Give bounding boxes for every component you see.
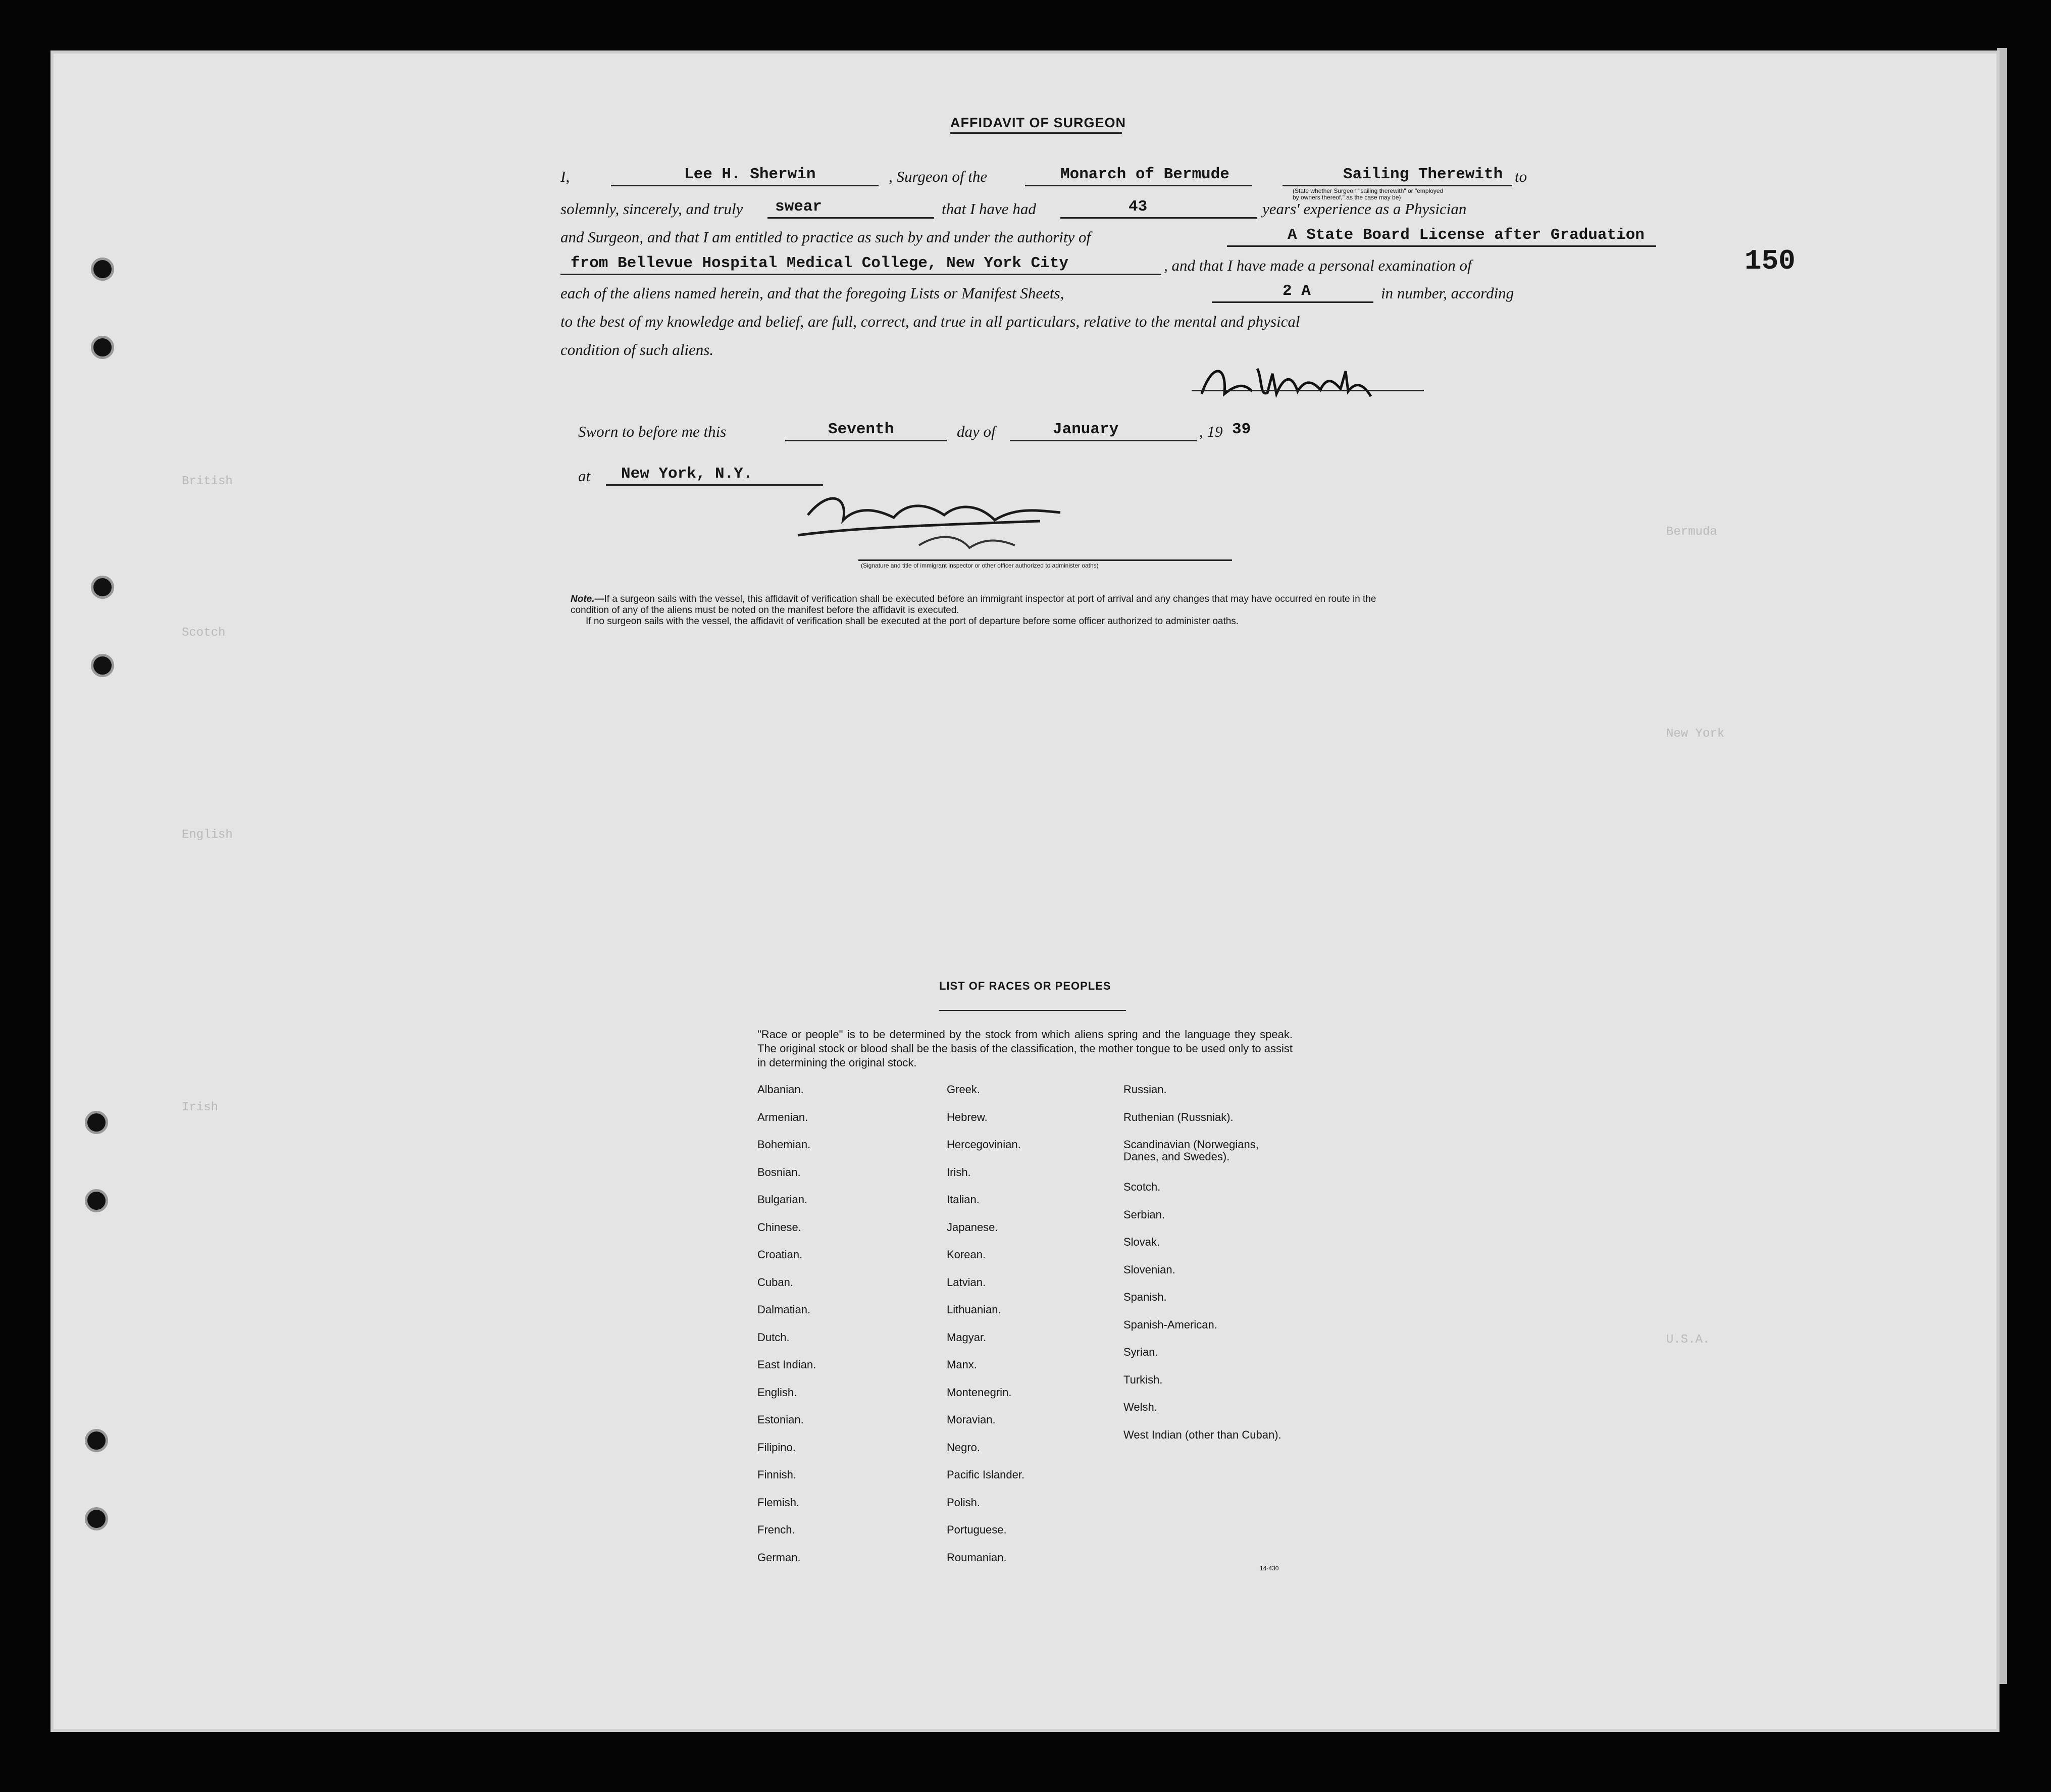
race-item: Dalmatian. <box>757 1303 811 1316</box>
race-item: East Indian. <box>757 1358 816 1371</box>
binder-hole <box>85 1111 108 1134</box>
underline <box>785 440 947 441</box>
affidavit-text: , and that I have made a personal examination of <box>1164 257 1472 274</box>
race-item: Armenian. <box>757 1110 808 1123</box>
binder-hole <box>85 1507 108 1530</box>
race-item: Pacific Islander. <box>947 1468 1025 1481</box>
sworn-text: Sworn to before me this <box>578 423 727 440</box>
bleed-through-text: Scotch <box>182 626 226 640</box>
binder-hole <box>91 576 114 599</box>
underline <box>1227 245 1656 247</box>
race-item: Turkish. <box>1123 1373 1163 1386</box>
race-item: Spanish. <box>1123 1291 1167 1303</box>
surgeon-signature <box>1197 353 1378 409</box>
affidavit-text: years' experience as a Physician <box>1262 200 1467 218</box>
race-item: Bohemian. <box>757 1138 811 1151</box>
binder-hole <box>85 1429 108 1452</box>
affidavit-text: each of the aliens named herein, and that the foregoing Lists or Manifest Sheets, <box>560 284 1064 302</box>
race-item: Montenegrin. <box>947 1386 1012 1399</box>
race-item: Bulgarian. <box>757 1193 808 1206</box>
race-item: Slovenian. <box>1123 1263 1175 1276</box>
binder-hole <box>91 258 114 281</box>
race-item: Magyar. <box>947 1330 987 1344</box>
bleed-through-text: New York <box>1666 727 1725 741</box>
surgeon-status: Sailing Therewith <box>1343 166 1503 183</box>
affidavit-text: to the best of my knowledge and belief, are full, correct, and true in all particulars, relative to the mental and physical <box>560 313 1300 330</box>
years-experience: 43 <box>1129 198 1148 216</box>
races-title: LIST OF RACES OR PEOPLES <box>939 980 1111 992</box>
sworn-year: 39 <box>1232 421 1251 438</box>
race-item: Japanese. <box>947 1220 998 1234</box>
affidavit-text: that I have had <box>942 200 1036 218</box>
race-item: Scotch. <box>1123 1181 1161 1193</box>
race-item: Hebrew. <box>947 1110 988 1123</box>
race-item: Portuguese. <box>947 1523 1007 1536</box>
sworn-text: , 19 <box>1199 423 1223 440</box>
race-item: Greek. <box>947 1083 981 1096</box>
page-number: 150 <box>1745 245 1796 277</box>
race-item: Dutch. <box>757 1330 790 1344</box>
race-item: Manx. <box>947 1358 977 1371</box>
race-item: Moravian. <box>947 1413 996 1426</box>
race-item: Roumanian. <box>947 1551 1007 1564</box>
inspector-signature-line <box>858 559 1232 561</box>
bleed-through-text: British <box>182 475 233 488</box>
race-item: Serbian. <box>1123 1208 1165 1221</box>
race-item: West Indian (other than Cuban). <box>1123 1428 1281 1441</box>
affidavit-text: I, <box>560 168 570 185</box>
race-item: German. <box>757 1551 801 1564</box>
surgeon-name: Lee H. Sherwin <box>684 166 816 183</box>
race-item: Ruthenian (Russniak). <box>1123 1110 1234 1123</box>
race-item: Chinese. <box>757 1220 801 1234</box>
inspector-signature <box>778 485 1141 560</box>
underline <box>767 217 934 219</box>
sworn-place: New York, N.Y. <box>621 465 753 483</box>
manifest-page <box>50 50 1999 1732</box>
underline <box>611 185 879 186</box>
affidavit-note <box>571 594 1409 616</box>
race-item: Lithuanian. <box>947 1303 1001 1316</box>
underline <box>1010 440 1197 441</box>
underline <box>560 274 1161 275</box>
bleed-through-text: Bermuda <box>1666 525 1717 539</box>
bleed-through-text: U.S.A. <box>1666 1333 1710 1347</box>
race-item: Spanish-American. <box>1123 1318 1217 1331</box>
race-item: Slovak. <box>1123 1236 1160 1248</box>
form-number: 14-430 <box>1260 1565 1279 1572</box>
race-item: French. <box>757 1523 795 1536</box>
affidavit-title: AFFIDAVIT OF SURGEON <box>950 115 1126 130</box>
note-text-1: If a surgeon sails with the vessel, this affidavit of verification shall be executed before an immigrant inspector at port of arrival and any changes that may have occurred en route in the condition of any of the aliens must be noted on the manifest before the affidavit is executed. <box>571 594 1376 616</box>
underline <box>1212 301 1373 303</box>
manifest-sheet-count: 2 A <box>1283 282 1311 300</box>
race-item: Negro. <box>947 1441 981 1454</box>
signature-line <box>1192 390 1424 391</box>
race-item: Croatian. <box>757 1248 803 1261</box>
title-underline <box>939 1010 1126 1011</box>
signature-caption: (Signature and title of immigrant inspector or other officer authorized to administer oaths) <box>861 562 1099 569</box>
underline <box>1060 217 1257 219</box>
race-item: Filipino. <box>757 1441 796 1454</box>
race-item: Albanian. <box>757 1083 804 1096</box>
affidavit-text: to <box>1515 168 1527 185</box>
underline <box>1283 185 1512 186</box>
binder-hole <box>91 336 114 359</box>
race-item: Estonian. <box>757 1413 804 1426</box>
race-item: Cuban. <box>757 1275 793 1289</box>
vessel-name: Monarch of Bermude <box>1060 166 1229 183</box>
note-text-2: If no surgeon sails with the vessel, the affidavit of verification shall be executed at the port of departure before some officer authorized to administer oaths. <box>586 616 1239 627</box>
race-item: Syrian. <box>1123 1346 1158 1358</box>
underline <box>1025 185 1252 186</box>
race-item: Irish. <box>947 1165 971 1179</box>
license-authority-line-1: A State Board License after Graduation <box>1288 226 1645 244</box>
title-underline <box>950 132 1122 134</box>
bleed-through-text: English <box>182 828 233 842</box>
binder-hole <box>85 1189 108 1212</box>
race-item: Bosnian. <box>757 1165 801 1179</box>
affidavit-text: and Surgeon, and that I am entitled to practice as such by and under the authority of <box>560 228 1091 246</box>
race-item: Welsh. <box>1123 1401 1157 1413</box>
affidavit-text: in number, according <box>1381 284 1514 302</box>
license-authority-line-2: from Bellevue Hospital Medical College, New York City <box>571 254 1068 272</box>
sworn-text: day of <box>957 423 996 440</box>
oath-type: swear <box>775 198 823 216</box>
race-item: Scandinavian (Norwegians, Danes, and Swedes). <box>1123 1138 1259 1163</box>
race-item: Russian. <box>1123 1083 1167 1096</box>
status-note: (State whether Surgeon "sailing therewith" or "employed by owners thereof," as the case may be) <box>1293 187 1444 201</box>
affidavit-text: condition of such aliens. <box>560 341 714 359</box>
race-item: Hercegovinian. <box>947 1138 1021 1151</box>
races-intro: "Race or people" is to be determined by the stock from which aliens spring and the language they speak. The original stock or blood shall be the basis of the classification, the mother tongue to be used only to assist in determining the original stock. <box>757 1028 1293 1069</box>
note-lead: Note.— <box>571 594 604 604</box>
sworn-month: January <box>1053 421 1119 438</box>
sworn-day: Seventh <box>828 421 894 438</box>
binder-hole <box>91 654 114 677</box>
bleed-through-text: Irish <box>182 1101 219 1114</box>
race-item: Latvian. <box>947 1275 986 1289</box>
affidavit-text: solemnly, sincerely, and truly <box>560 200 743 218</box>
race-item: Italian. <box>947 1193 980 1206</box>
race-item: Flemish. <box>757 1496 800 1509</box>
race-item: Korean. <box>947 1248 986 1261</box>
affidavit-text: , Surgeon of the <box>889 168 988 185</box>
race-item: Polish. <box>947 1496 981 1509</box>
race-item: Finnish. <box>757 1468 797 1481</box>
race-item: English. <box>757 1386 797 1399</box>
sworn-at: at <box>578 467 591 485</box>
